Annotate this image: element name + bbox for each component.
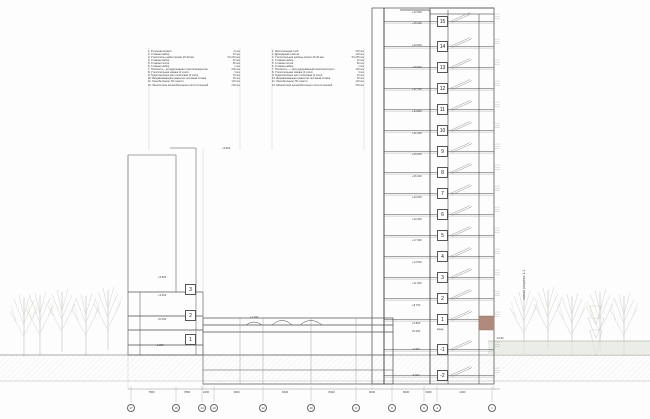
legend-row-text: 12. Монолитное железобетонное плита сплошной bbox=[272, 83, 333, 87]
floor-label--2: -2 bbox=[437, 370, 448, 381]
axis-bubble-14: 14 bbox=[198, 404, 206, 412]
ground-level-tag: -0.150 bbox=[496, 337, 504, 340]
floor-label-6: 6 bbox=[437, 209, 448, 220]
legend-row-text: 6. Стяжная набор bbox=[148, 65, 170, 69]
legend-row-value: 120 мм bbox=[355, 80, 364, 84]
legend-row-text: 11. Легкобетонное ПС пласти bbox=[148, 80, 184, 84]
axis-bubble-1: 1 bbox=[488, 404, 496, 412]
podium-level-mark-5: -1.200 bbox=[156, 344, 164, 347]
legend-row-value: 80 мм bbox=[356, 62, 364, 66]
legend-row-text: 2. Стяжная набор bbox=[148, 53, 170, 57]
level-mark-5: +34.800 bbox=[412, 110, 422, 113]
floor-label-9: 9 bbox=[437, 146, 448, 157]
legend-row-text: 3. Утеплительная щебень прокат 20-40 мм bbox=[272, 56, 324, 60]
legend-row-value: 80 мм bbox=[232, 62, 240, 66]
legend-row-text: 1. Растительный слой bbox=[272, 50, 299, 53]
level-mark-2: +43.500 bbox=[412, 44, 422, 47]
dimension-line bbox=[128, 386, 500, 402]
level-mark-3: +40.600 bbox=[412, 66, 422, 69]
legend-row-text: 9. Гидроизоляция мел полосовая (2 слоя) bbox=[272, 74, 323, 78]
dimension-value: 8400 bbox=[282, 390, 289, 394]
floor-label-7: 7 bbox=[437, 188, 448, 199]
podium-level-mark-0: +9.900 bbox=[222, 147, 231, 150]
legend-row-value: 200 мм bbox=[231, 83, 240, 87]
podium-floor-label-3: 3 bbox=[185, 284, 196, 295]
entrance-accent bbox=[479, 316, 494, 330]
dimension-value: 3000 bbox=[233, 390, 240, 394]
legend-row-text: 11. Легкобетонное ПС пласти bbox=[272, 80, 308, 84]
dimension-value: 8400 bbox=[328, 390, 335, 394]
podium-level-mark-2: +3.200 bbox=[158, 294, 167, 297]
dimension-value: 6000 bbox=[403, 390, 410, 394]
legend-row-value: 15 мм bbox=[356, 74, 364, 78]
legend-row-value: 40 мм bbox=[232, 59, 240, 63]
dimension-value: 7800 bbox=[184, 390, 191, 394]
legend-row-value: 15 мм bbox=[232, 74, 240, 78]
level-mark-10: +20.300 bbox=[412, 218, 422, 221]
dimension-value: 2400 bbox=[459, 390, 466, 394]
legend-row-text: 4. Стяжная набор bbox=[272, 59, 294, 63]
legend-row bbox=[148, 84, 240, 87]
legend-row-text: 3. Утеплитель щебня прокат 20-40 мм bbox=[148, 56, 194, 60]
floor-label-12: 12 bbox=[437, 83, 448, 94]
axis-bubble-4: 4 bbox=[433, 404, 441, 412]
level-mark-7: +29.000 bbox=[412, 153, 422, 156]
legend-row-text: 8. Утеплительная смазка (2 слоя) bbox=[148, 71, 189, 75]
floor-label-2: 2 bbox=[437, 293, 448, 304]
legend-row-text: 6. Стяжная набор bbox=[272, 65, 294, 69]
legend-row-text: 8. Утеплительная смазка (2 слоя) bbox=[272, 71, 313, 75]
legend-row-value: 40 мм bbox=[232, 53, 240, 57]
floor-label-1: 1 bbox=[437, 314, 448, 325]
ground-line bbox=[0, 341, 650, 381]
axis-bubble-12: 12 bbox=[259, 404, 267, 412]
podium-level-mark-1: +5.800 bbox=[158, 276, 167, 279]
legend-row-value: ~5 мм bbox=[232, 50, 240, 53]
legend-row-text: 10. Выравнивающая цементно-песчаная стяжка bbox=[148, 77, 207, 81]
section-caption: схема разреза 1-1 bbox=[522, 269, 526, 300]
axis-bubble-17: 17 bbox=[127, 404, 135, 412]
legend-row-value: 200 мм bbox=[231, 68, 240, 72]
axis-bubble-9: 9 bbox=[352, 404, 360, 412]
level-mark-17: -3.300 bbox=[412, 348, 420, 351]
tree-group-left bbox=[10, 287, 122, 357]
level-mark-18: -6.600 bbox=[412, 374, 420, 377]
axis-bubble-13: 13 bbox=[210, 404, 218, 412]
podium-level-mark-3: ±0.000 bbox=[158, 318, 167, 321]
podium-level-mark-4: +1.200 bbox=[250, 316, 259, 319]
legend-row-value: 1 мм bbox=[358, 65, 364, 69]
legend-row bbox=[272, 84, 364, 87]
level-mark-8: +26.100 bbox=[412, 175, 422, 178]
legend-row-value: 200 мм bbox=[355, 83, 364, 87]
level-mark-0: +47.600 bbox=[412, 11, 422, 14]
legend-row-value: 120 мм bbox=[355, 68, 364, 72]
floor-label-8: 8 bbox=[437, 167, 448, 178]
podium-floor-label-1: 1 bbox=[185, 334, 196, 345]
legend-row-text: 12. Монолитное железобетонное плита сплошной bbox=[148, 83, 209, 87]
floor-label-11: 11 bbox=[437, 104, 448, 115]
level-mark-12: +14.500 bbox=[412, 261, 422, 264]
level-mark-14: +8.700 bbox=[412, 304, 421, 307]
legend-row-text: 9. Гидроизоляция мел полосовая (2 слоя) bbox=[148, 74, 199, 78]
dimension-value: 2400 bbox=[203, 390, 210, 394]
floor-label--1: -1 bbox=[437, 344, 448, 355]
axis-bubble-16: 16 bbox=[172, 404, 180, 412]
podium-outline bbox=[128, 148, 203, 355]
legend-row-text: 4. Стяжная набор bbox=[148, 59, 170, 63]
legend-row-text: 5. Стяжная плита bbox=[148, 62, 170, 66]
dimension-value: 6000 bbox=[369, 390, 376, 394]
legend-roof-structure-right bbox=[272, 50, 364, 87]
legend-row-text: 1. Рулонная кровля bbox=[148, 50, 172, 53]
legend-roof-structure-left bbox=[148, 50, 240, 87]
level-mark-16: ±0.000 bbox=[412, 330, 421, 333]
level-mark-4: +37.700 bbox=[412, 88, 422, 91]
floor-label-15: 15 bbox=[437, 16, 448, 27]
legend-row-text: 5. Стяжная плита bbox=[272, 62, 294, 66]
floor-label-10: 10 bbox=[437, 125, 448, 136]
dimension-value: 6000 bbox=[425, 390, 432, 394]
entrance-label: вход bbox=[437, 327, 444, 331]
axis-bubble-6: 6 bbox=[420, 404, 428, 412]
legend-row-value: 30 мм bbox=[232, 77, 240, 81]
legend-row-value: 3 мм bbox=[358, 71, 364, 75]
floor-label-14: 14 bbox=[437, 41, 448, 52]
level-mark-11: +17.400 bbox=[412, 239, 422, 242]
legend-row-text: 7. Плоскость — экструдированный пенополистирол bbox=[272, 68, 335, 72]
podium-floor-label-2: 2 bbox=[185, 310, 196, 321]
level-mark-13: +11.600 bbox=[412, 282, 422, 285]
legend-row-value: 30 мм bbox=[356, 77, 364, 81]
floor-label-3: 3 bbox=[437, 272, 448, 283]
legend-row-value: 40 мм bbox=[356, 59, 364, 63]
level-mark-1: +46.100 bbox=[412, 22, 422, 25]
legend-row-value: 100 мм bbox=[355, 53, 364, 57]
floor-label-5: 5 bbox=[437, 230, 448, 241]
dimension-value: 7800 bbox=[148, 390, 155, 394]
axis-bubble-8: 8 bbox=[388, 404, 396, 412]
legend-row-value: 3 мм bbox=[234, 71, 240, 75]
floor-label-4: 4 bbox=[437, 251, 448, 262]
tower-outline bbox=[372, 8, 494, 384]
floor-label-13: 13 bbox=[437, 62, 448, 73]
level-mark-6: +31.900 bbox=[412, 132, 422, 135]
legend-row-text: 2. Дренажный пластик bbox=[272, 53, 300, 57]
legend-row-value: 50-250 мм bbox=[351, 56, 364, 60]
level-mark-9: +23.200 bbox=[412, 196, 422, 199]
level-mark-15: +5.800 bbox=[412, 322, 421, 325]
legend-row-value: 1 мм bbox=[234, 65, 240, 69]
legend-row-value: 200 мм bbox=[355, 50, 364, 53]
legend-row-value: 50-200 мм bbox=[227, 56, 240, 60]
legend-row-text: 10. Выравнивающая цементно-песчаная стяжка bbox=[272, 77, 331, 81]
axis-bubble-10: 10 bbox=[307, 404, 315, 412]
legend-row-text: 7. Плоскость - антидренажная пластоперекрытие bbox=[148, 68, 208, 72]
legend-row-value: 120 мм bbox=[231, 80, 240, 84]
